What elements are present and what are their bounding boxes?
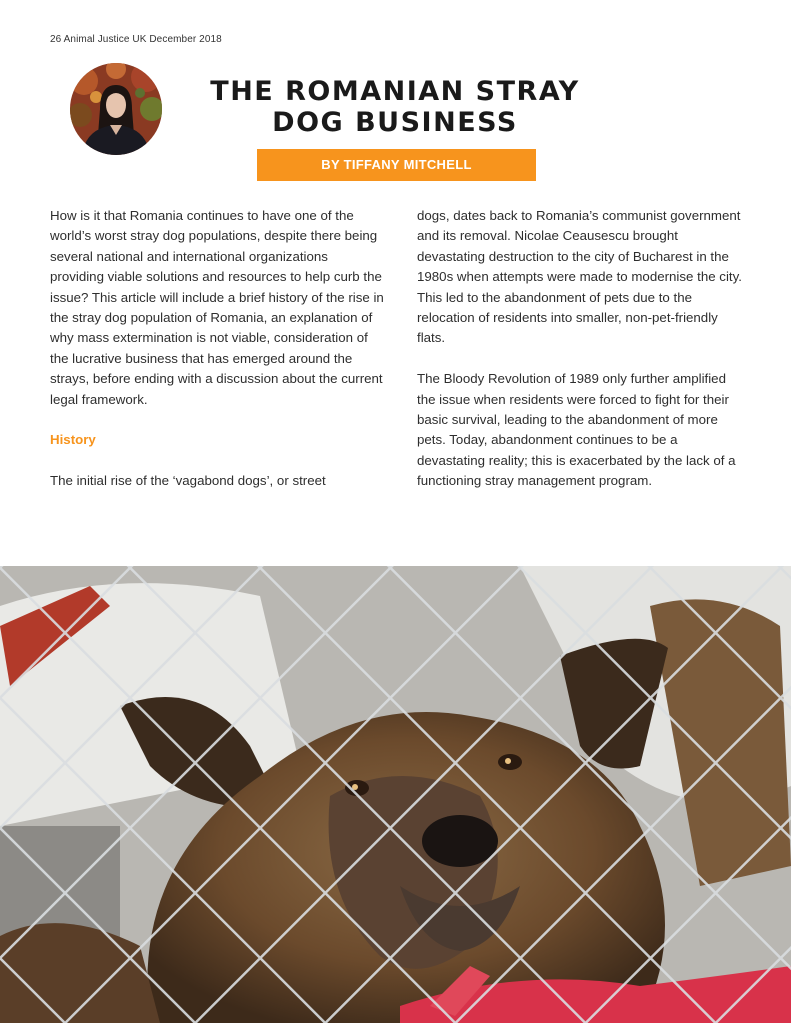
- left-column: [50, 206, 385, 492]
- right-column: [417, 206, 747, 492]
- dog-behind-fence-photo: [0, 566, 791, 1023]
- history-subheading: History: [50, 432, 96, 448]
- article-title: [150, 76, 640, 138]
- running-header: 26 Animal Justice UK December 2018: [50, 34, 222, 45]
- title-line-1: THE ROMANIAN STRAY: [210, 76, 580, 107]
- revolution-paragraph: The Bloody Revolution of 1989 only further amplified the issue when residents were forced to fight for their basic survival, leading to the abandonment of more pets. Today, abandonment continues to be a devastating reality; this is exacerbated by the lack of a functioning stray management program.: [417, 371, 736, 489]
- title-line-2: DOG BUSINESS: [272, 107, 518, 138]
- author-photo: [70, 63, 162, 155]
- history-paragraph-continued: dogs, dates back to Romania’s communist government and its removal. Nicolae Ceausescu brought devastating destruction to the city of Bucharest in the 1980s when attempts were made to modernise the city. This led to the abandonment of pets due to the relocation of residents into smaller, non-pet-friendly flats.: [417, 208, 742, 346]
- history-paragraph-start: The initial rise of the ‘vagabond dogs’, or street: [50, 473, 326, 489]
- byline-banner: BY TIFFANY MITCHELL: [257, 149, 536, 181]
- intro-paragraph: How is it that Romania continues to have one of the world’s worst stray dog populations, despite there being several national and international organizations providing viable solutions and resources to help curb the issue? This article will include a brief history of the rise in the stray dog population of Romania, an explanation of why mass extermination is not viable, consideration of the lucrative business that has emerged around the strays, before ending with a discussion about the current legal framework.: [50, 208, 384, 407]
